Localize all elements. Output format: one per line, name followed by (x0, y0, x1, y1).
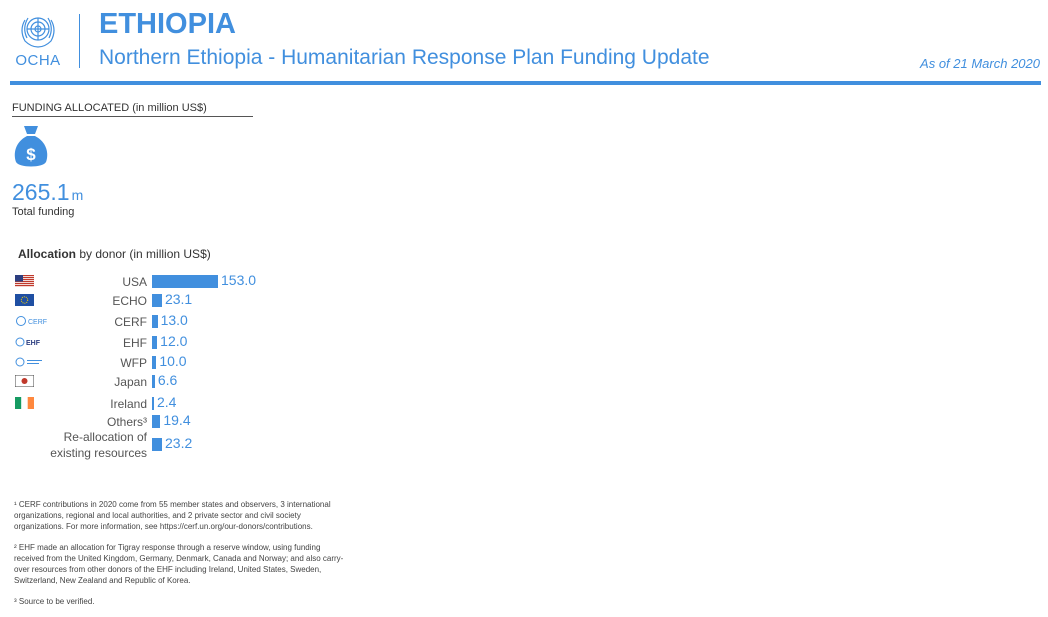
allocation-title (18, 247, 211, 261)
allocation-title-bold: Allocation (18, 247, 77, 261)
bar-label-line: CERF (114, 315, 147, 329)
header-divider (79, 14, 80, 68)
footnote-1: ¹ CERF contributions in 2020 come from 55 member states and observers, 3 international organizations, regional and local authorities, and 2 private sector and civil society organizations. For more information, see https://cerf.un.org/our-donors/contributions. (14, 500, 331, 531)
bar-label-line: existing resources (50, 446, 147, 460)
japan-flag-icon (15, 374, 34, 386)
bar-value-label: 12.0 (160, 333, 188, 349)
svg-text:$: $ (26, 145, 36, 164)
total-funding-unit: m (71, 187, 84, 203)
org-name: OCHA (15, 52, 61, 69)
as-of-date: As of 21 March 2020 (920, 56, 1040, 71)
bar (152, 275, 218, 288)
bar-value-label: 153.0 (221, 272, 257, 288)
bar-label (112, 294, 147, 308)
total-funding-label: Total funding (12, 206, 75, 218)
bar-label (114, 315, 147, 329)
bar-label (114, 375, 147, 389)
bar (152, 356, 156, 369)
bar (152, 375, 155, 388)
cerf-logo-icon (15, 314, 48, 326)
eu-flag-icon (15, 293, 34, 305)
bar-label-line: Others³ (106, 415, 147, 429)
bar (152, 294, 162, 307)
allocation-bar-chart (0, 265, 300, 475)
un-emblem-icon (15, 10, 61, 50)
bar-value-label: 2.4 (157, 394, 177, 410)
footnotes (14, 499, 344, 617)
bar-label-line: ECHO (112, 294, 147, 308)
total-funding-number: 265.1 (12, 179, 70, 205)
bar (152, 415, 160, 428)
bar-label-line: Ireland (110, 397, 147, 411)
svg-text:CERF: CERF (28, 319, 48, 326)
usa-flag-icon (15, 274, 34, 286)
bar-label-line: WFP (120, 356, 147, 370)
bar-label (120, 356, 147, 370)
funding-section-title: FUNDING ALLOCATED (in million US$) (12, 102, 253, 117)
page-title: ETHIOPIA (99, 8, 236, 40)
total-funding-value (12, 179, 83, 206)
bar-label-line: Re-allocation of (63, 430, 147, 444)
wfp-logo-icon (15, 355, 34, 367)
footnote-3: ³ Source to be verified. (14, 597, 95, 606)
bar-label (50, 429, 147, 461)
bar (152, 397, 154, 410)
bar-value-label: 13.0 (160, 312, 188, 328)
bar-value-label: 19.4 (163, 412, 191, 428)
bar-value-label: 23.1 (164, 291, 193, 307)
bar (152, 336, 157, 349)
bar-value-label: 23.2 (165, 435, 193, 451)
bar-label (123, 336, 147, 350)
allocation-title-rest: by donor (in million US$) (76, 247, 211, 261)
ocha-logo (12, 10, 64, 69)
bar-label-line: USA (122, 275, 147, 289)
bar (152, 315, 158, 328)
bar-value-label: 6.6 (157, 372, 178, 388)
header-rule (10, 81, 1041, 85)
ireland-flag-icon (15, 396, 34, 408)
bar-label-line: Japan (114, 375, 147, 389)
footnote-2: ² EHF made an allocation for Tigray response through a reserve window, using funding received from the United Kingdom, Germany, Denmark, Canada and Norway; and also carry-over resources from other donors of the EHF including Ireland, United States, Sweden, Switzerland, New Zealand and Republic of Korea. (14, 543, 344, 585)
bar (152, 438, 162, 451)
ehf-logo-icon (15, 335, 40, 347)
bar-label-line: EHF (123, 336, 147, 350)
bar-label (107, 415, 147, 429)
svg-text:EHF: EHF (26, 340, 40, 347)
money-bag-icon (13, 124, 49, 170)
bar-value-label: 10.0 (159, 353, 187, 369)
bar-label (122, 275, 147, 289)
page-subtitle: Northern Ethiopia - Humanitarian Response Plan Funding Update (99, 46, 710, 69)
bar-label (110, 397, 147, 411)
